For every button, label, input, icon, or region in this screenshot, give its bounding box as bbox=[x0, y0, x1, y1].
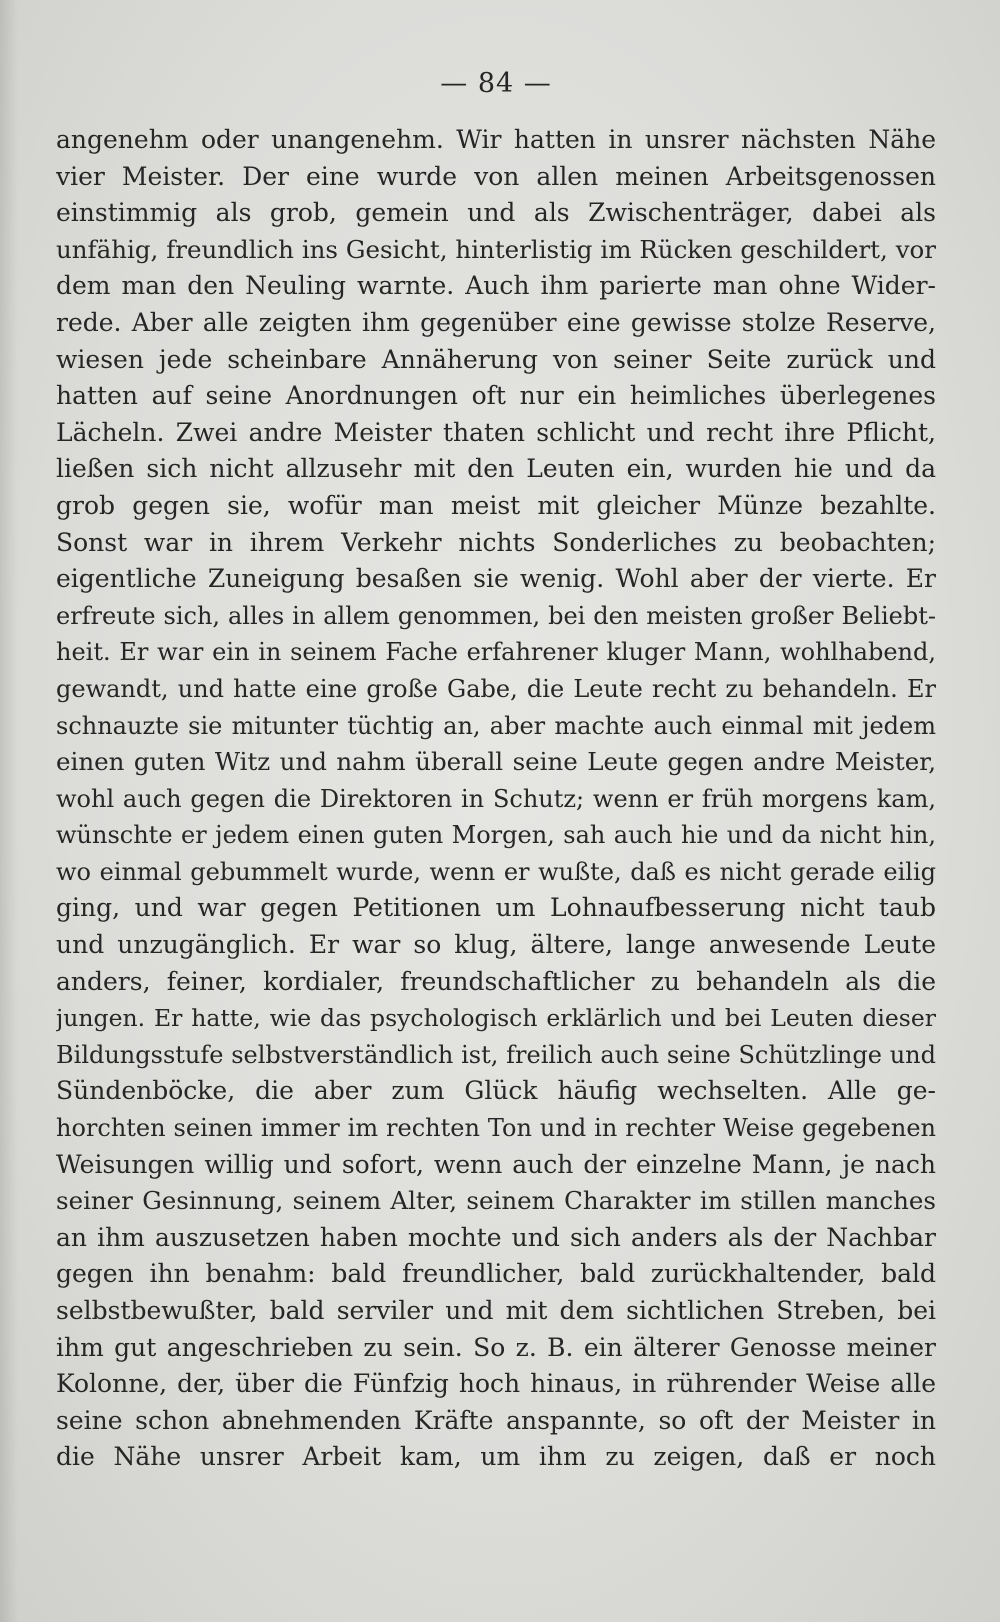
text-line: Weisungen willig und sofort, wenn auch der einzelne Mann, je nach bbox=[56, 1149, 936, 1179]
page-number: — 84 — bbox=[440, 68, 552, 99]
text-line: einen guten Witz und nahm überall seine Leute gegen andre Meister, bbox=[56, 747, 936, 777]
text-line: eigentliche Zuneigung besaßen sie wenig. Wohl aber der vierte. Er bbox=[56, 564, 936, 594]
text-line: wohl auch gegen die Direktoren in Schutz; wenn er früh morgens kam, bbox=[56, 784, 936, 813]
text-line: und unzugänglich. Er war so klug, ältere, lange anwesende Leute bbox=[56, 930, 936, 960]
text-line: ging, und war gegen Petitionen um Lohnaufbesserung nicht taub bbox=[56, 893, 936, 923]
text-line: gewandt, und hatte eine große Gabe, die Leute recht zu behandeln. Er bbox=[56, 674, 936, 703]
text-line: rede. Aber alle zeigten ihm gegenüber eine gewisse stolze Reserve, bbox=[56, 307, 936, 337]
text-line: Bildungsstufe selbstverständlich ist, freilich auch seine Schützlinge und bbox=[56, 1040, 936, 1069]
text-line: grob gegen sie, wofür man meist mit gleicher Münze bezahlte. bbox=[56, 490, 936, 520]
body-text bbox=[56, 122, 936, 1476]
text-line: unfähig, freundlich ins Gesicht, hinterlistig im Rücken geschildert, vor bbox=[56, 234, 936, 264]
text-line: vier Meister. Der eine wurde von allen meinen Arbeitsgenossen bbox=[56, 161, 936, 191]
text-line: heit. Er war ein in seinem Fache erfahrener kluger Mann, wohlhabend, bbox=[56, 638, 936, 667]
text-line: jungen. Er hatte, wie das psychologisch erklärlich und bei Leuten dieser bbox=[56, 1004, 936, 1033]
text-line: ließen sich nicht allzusehr mit den Leuten ein, wurden hie und da bbox=[56, 454, 936, 484]
text-line: Lächeln. Zwei andre Meister thaten schlicht und recht ihre Pflicht, bbox=[56, 417, 936, 447]
text-line: einstimmig als grob, gemein und als Zwischenträger, dabei als bbox=[56, 198, 936, 228]
text-line: erfreute sich, alles in allem genommen, bei den meisten großer Beliebt- bbox=[56, 601, 936, 630]
page-edge-shadow bbox=[0, 0, 18, 1622]
text-line: Kolonne, der, über die Fünfzig hoch hinaus, in rührender Weise alle bbox=[56, 1369, 936, 1399]
text-line: selbstbewußter, bald serviler und mit dem sichtlichen Streben, bei bbox=[56, 1296, 936, 1325]
text-line: die Nähe unsrer Arbeit kam, um ihm zu zeigen, daß er noch bbox=[56, 1442, 936, 1472]
text-line: hatten auf seine Anordnungen oft nur ein heimliches überlegenes bbox=[56, 381, 936, 411]
text-line: wiesen jede scheinbare Annäherung von seiner Seite zurück und bbox=[56, 344, 936, 374]
text-line: dem man den Neuling warnte. Auch ihm parierte man ohne Wider- bbox=[56, 271, 936, 301]
text-line: wo einmal gebummelt wurde, wenn er wußte, daß es nicht gerade eilig bbox=[56, 857, 936, 886]
text-line: Sonst war in ihrem Verkehr nichts Sonderliches zu beobachten; bbox=[56, 527, 936, 557]
text-line: seine schon abnehmenden Kräfte anspannte, so oft der Meister in bbox=[56, 1405, 936, 1435]
text-line: seiner Gesinnung, seinem Alter, seinem Charakter im stillen manches bbox=[56, 1186, 936, 1216]
text-line: angenehm oder unangenehm. Wir hatten in unsrer nächsten Nähe bbox=[56, 125, 936, 154]
text-line: Sündenböcke, die aber zum Glück häufig wechselten. Alle ge- bbox=[56, 1076, 936, 1106]
text-line: wünschte er jedem einen guten Morgen, sah auch hie und da nicht hin, bbox=[56, 821, 936, 850]
text-line: horchten seinen immer im rechten Ton und in rechter Weise gegebenen bbox=[56, 1114, 936, 1143]
text-line: an ihm auszusetzen haben mochte und sich anders als der Nachbar bbox=[56, 1222, 936, 1252]
text-line: gegen ihn benahm: bald freundlicher, bald zurückhaltender, bald bbox=[56, 1259, 936, 1289]
text-line: schnauzte sie mitunter tüchtig an, aber machte auch einmal mit jedem bbox=[56, 711, 936, 740]
text-line: anders, feiner, kordialer, freundschaftlicher zu behandeln als die bbox=[56, 966, 936, 996]
text-line: ihm gut angeschrieben zu sein. So z. B. ein älterer Genosse meiner bbox=[56, 1332, 936, 1362]
